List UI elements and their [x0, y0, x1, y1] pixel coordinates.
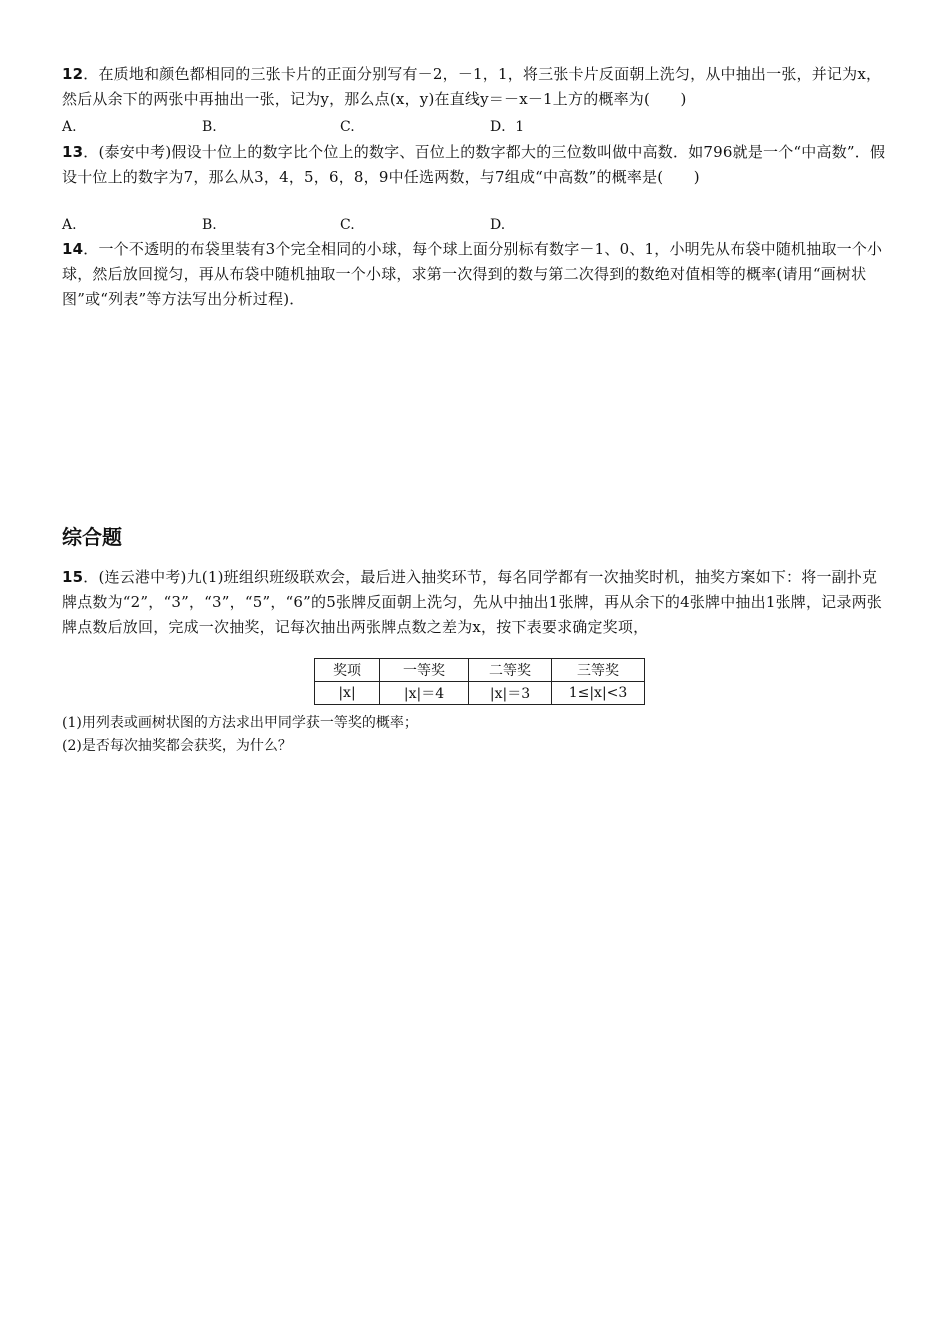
- table-cell: 一等奖: [380, 659, 469, 682]
- question-15-part-1: (1)用列表或画树状图的方法求出甲同学获一等奖的概率；: [62, 715, 418, 731]
- question-14: [62, 237, 892, 312]
- table-cell: |x|: [315, 682, 380, 705]
- option-a: A.: [62, 119, 77, 135]
- table-cell: 1≤|x|<3: [552, 682, 645, 705]
- option-d: D.: [490, 217, 506, 233]
- question-12: [62, 62, 892, 112]
- question-13-options: [62, 214, 505, 236]
- option-c: C.: [340, 217, 355, 233]
- option-d: D．1: [490, 119, 525, 135]
- option-b: B.: [202, 217, 217, 233]
- question-15-text: ．(连云港中考)九(1)班组织班级联欢会，最后进入抽奖环节，每名同学都有一次抽奖时机，抽奖方案如下：将一副扑克牌点数为“2”，“3”，“3”，“5”，“6”的5张牌反面朝上洗匀，先从中抽出1张牌，再从余下的4张牌中抽出1张牌，记录两张牌点数后放回，完成一次抽奖，记每次抽出两张牌点数之差为x，按下表要求确定奖项，: [62, 568, 882, 636]
- table-cell: 奖项: [315, 659, 380, 682]
- question-12-number: 12: [62, 65, 84, 83]
- question-13-text: ．(泰安中考)假设十位上的数字比个位上的数字、百位上的数字都大的三位数叫做中高数．如796就是一个“中高数”．假设十位上的数字为7，那么从3，4，5，6，8，9中任选两数，与7组成“中高数”的概率是( ): [62, 143, 886, 186]
- question-15-number: 15: [62, 568, 84, 586]
- option-c: C.: [340, 119, 355, 135]
- table-cell: 三等奖: [552, 659, 645, 682]
- question-15: [62, 565, 892, 640]
- table-header-row: [315, 659, 645, 682]
- option-a: A.: [62, 217, 77, 233]
- question-13-number: 13: [62, 143, 84, 161]
- table-row: [315, 682, 645, 705]
- question-14-text: ．一个不透明的布袋里装有3个完全相同的小球，每个球上面分别标有数字－1、0、1，小明先从布袋中随机抽取一个小球，然后放回搅匀，再从布袋中随机抽取一个小球，求第一次得到的数与第二次得到的数绝对值相等的概率(请用“画树状图”或“列表”等方法写出分析过程)．: [62, 240, 883, 308]
- section-title: 综合题: [62, 525, 122, 549]
- question-15-part-2: (2)是否每次抽奖都会获奖，为什么？: [62, 738, 292, 754]
- table-cell: |x|＝3: [469, 682, 552, 705]
- option-b: B.: [202, 119, 217, 135]
- question-13: [62, 140, 892, 190]
- question-12-options: [62, 116, 524, 138]
- question-14-number: 14: [62, 240, 84, 258]
- prize-table: [314, 658, 645, 705]
- question-12-text: ．在质地和颜色都相同的三张卡片的正面分别写有－2，－1，1，将三张卡片反面朝上洗匀，从中抽出一张，并记为x，然后从余下的两张中再抽出一张，记为y，那么点(x，y)在直线y＝－x－1上方的概率为( ): [62, 65, 882, 108]
- table-cell: |x|＝4: [380, 682, 469, 705]
- table-cell: 二等奖: [469, 659, 552, 682]
